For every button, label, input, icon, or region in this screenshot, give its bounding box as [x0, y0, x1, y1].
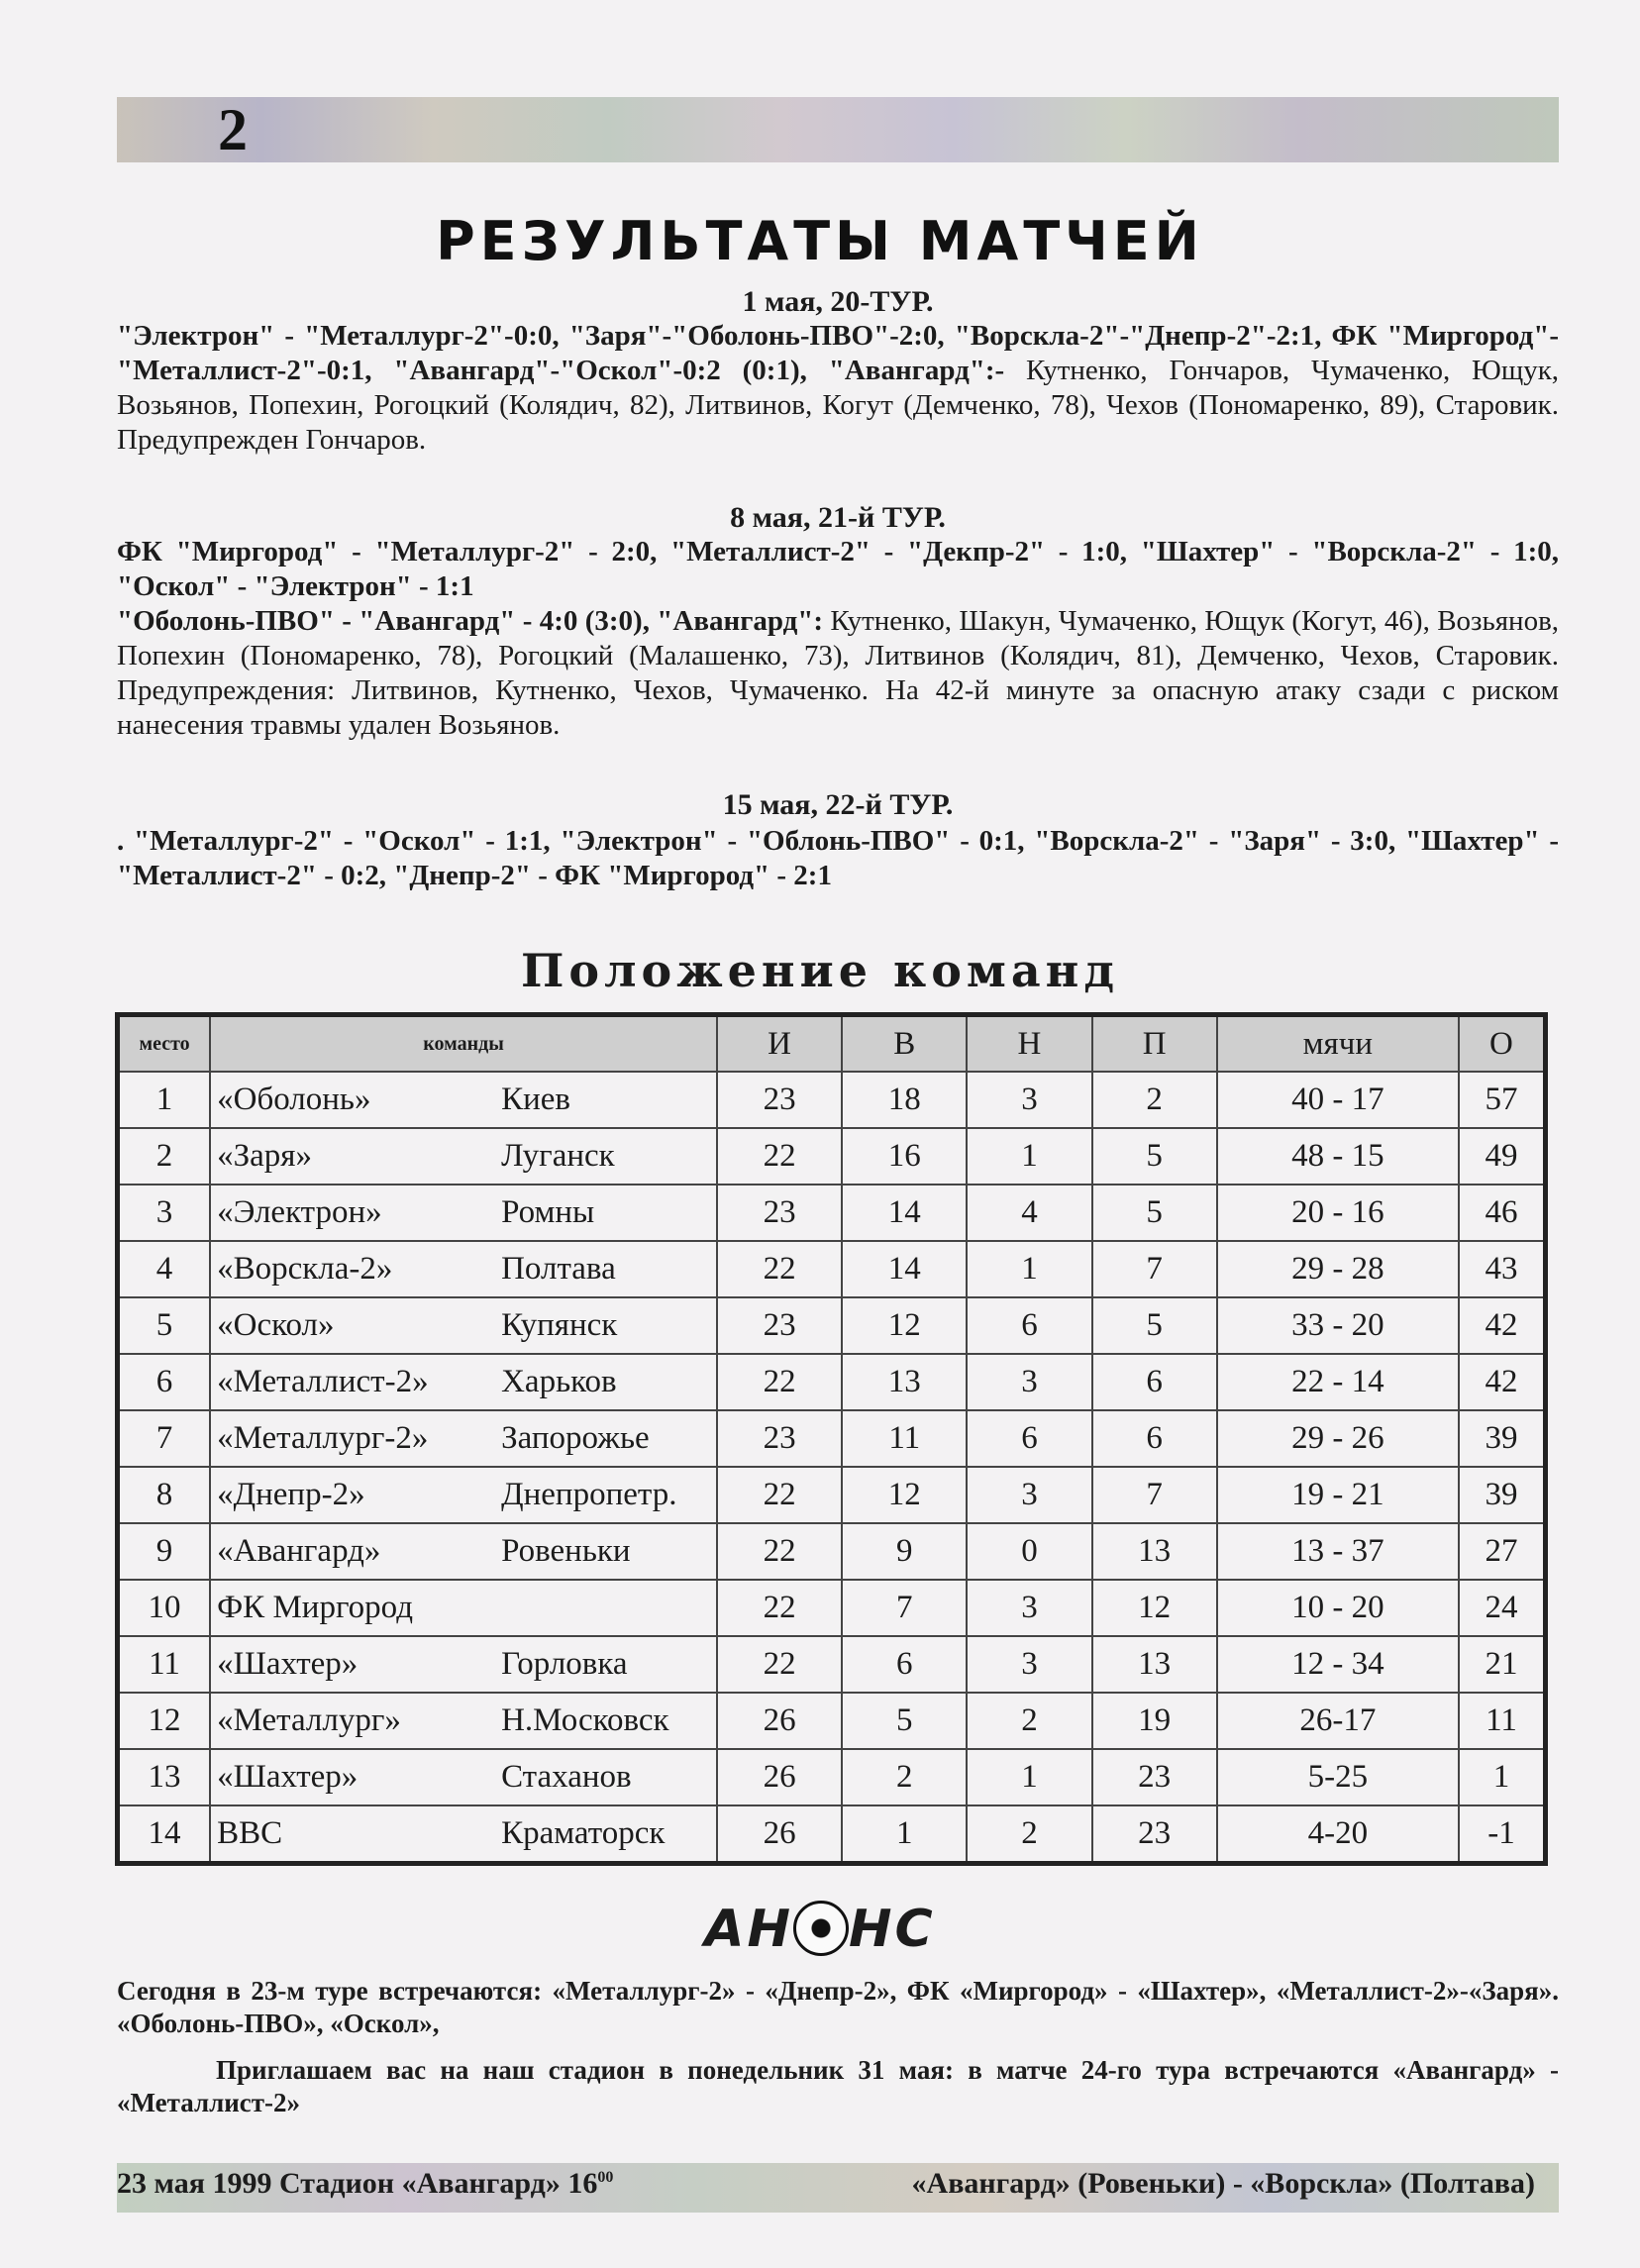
cell-place: 1 [118, 1072, 211, 1128]
standings-row [118, 1072, 1546, 1128]
cell-played: 22 [717, 1241, 842, 1297]
cell-place: 14 [118, 1805, 211, 1864]
cell-won: 16 [842, 1128, 967, 1185]
cell-played: 22 [717, 1467, 842, 1523]
cell-points: 43 [1459, 1241, 1546, 1297]
header-lost: П [1092, 1015, 1217, 1073]
cell-goals: 20 - 16 [1217, 1185, 1459, 1241]
cell-team: «Днепр-2» [210, 1467, 495, 1523]
round-20-heading: 1 мая, 20-ТУР. [742, 285, 934, 318]
round-21-heading: 8 мая, 21-й ТУР. [730, 501, 946, 534]
standings-row [118, 1410, 1546, 1467]
cell-played: 22 [717, 1354, 842, 1410]
cell-drawn: 1 [967, 1128, 1091, 1185]
cell-points: 39 [1459, 1467, 1546, 1523]
cell-lost: 7 [1092, 1467, 1217, 1523]
anons-paragraph-2: Приглашаем вас на наш стадион в понедельник 31 мая: в матче 24-го тура встречаются «Авангард» - «Металлист-2» [117, 2055, 1559, 2117]
header-drawn: Н [967, 1015, 1091, 1073]
page-title: РЕЗУЛЬТАТЫ МАТЧЕЙ [436, 210, 1204, 272]
cell-city: Луганск [495, 1128, 717, 1185]
standings-row [118, 1805, 1546, 1864]
cell-played: 22 [717, 1636, 842, 1693]
cell-team: «Оболонь» [210, 1072, 495, 1128]
cell-city [495, 1580, 717, 1636]
cell-place: 4 [118, 1241, 211, 1297]
cell-city: Ровеньки [495, 1523, 717, 1580]
anons-title [0, 1900, 1640, 1960]
cell-city: Харьков [495, 1354, 717, 1410]
cell-drawn: 3 [967, 1636, 1091, 1693]
standings-row [118, 1467, 1546, 1523]
header-teams: команды [210, 1015, 717, 1073]
cell-won: 18 [842, 1072, 967, 1128]
cell-team: «Заря» [210, 1128, 495, 1185]
cell-lost: 23 [1092, 1805, 1217, 1864]
header-won: В [842, 1015, 967, 1073]
cell-won: 9 [842, 1523, 967, 1580]
cell-lost: 12 [1092, 1580, 1217, 1636]
standings-table [115, 1012, 1548, 1866]
cell-place: 6 [118, 1354, 211, 1410]
standings-row [118, 1693, 1546, 1749]
cell-won: 12 [842, 1297, 967, 1354]
cell-team: «Металлург-2» [210, 1410, 495, 1467]
cell-lost: 23 [1092, 1749, 1217, 1805]
round-21-results-2: "Оболонь-ПВО" - "Авангард" - 4:0 (3:0), "Авангард": [117, 605, 824, 637]
cell-city: Н.Московск [495, 1693, 717, 1749]
cell-goals: 40 - 17 [1217, 1072, 1459, 1128]
cell-played: 22 [717, 1523, 842, 1580]
cell-won: 7 [842, 1580, 967, 1636]
cell-lost: 2 [1092, 1072, 1217, 1128]
cell-points: 24 [1459, 1580, 1546, 1636]
cell-drawn: 1 [967, 1749, 1091, 1805]
cell-won: 5 [842, 1693, 967, 1749]
cell-points: 21 [1459, 1636, 1546, 1693]
cell-lost: 6 [1092, 1410, 1217, 1467]
cell-city: Краматорск [495, 1805, 717, 1864]
cell-lost: 13 [1092, 1523, 1217, 1580]
standings-row [118, 1354, 1546, 1410]
cell-won: 1 [842, 1805, 967, 1864]
cell-team: «Шахтер» [210, 1636, 495, 1693]
cell-team: «Оскол» [210, 1297, 495, 1354]
cell-goals: 13 - 37 [1217, 1523, 1459, 1580]
anons-title-left: АН [704, 1900, 794, 1959]
cell-won: 6 [842, 1636, 967, 1693]
cell-drawn: 3 [967, 1467, 1091, 1523]
header-color-strip [117, 97, 1559, 162]
cell-drawn: 3 [967, 1580, 1091, 1636]
standings-row [118, 1749, 1546, 1805]
round-22-text [117, 824, 1559, 893]
cell-place: 3 [118, 1185, 211, 1241]
cell-drawn: 3 [967, 1072, 1091, 1128]
cell-goals: 10 - 20 [1217, 1580, 1459, 1636]
cell-played: 22 [717, 1128, 842, 1185]
round-22-heading: 15 мая, 22-й ТУР. [722, 788, 954, 821]
cell-goals: 48 - 15 [1217, 1128, 1459, 1185]
cell-team: «Металлург» [210, 1693, 495, 1749]
anons-paragraph-1: Сегодня в 23-м туре встречаются: «Металлург-2» - «Днепр-2», ФК «Миргород» - «Шахтер», «Металлист-2»-«Заря». «Оболонь-ПВО», «Оскол», [117, 1976, 1559, 2038]
footer-date-text: 23 мая 1999 Стадион «Авангард» 16 [117, 2167, 598, 2200]
cell-goals: 26-17 [1217, 1693, 1459, 1749]
cell-played: 23 [717, 1185, 842, 1241]
cell-place: 12 [118, 1693, 211, 1749]
header-place: место [118, 1015, 211, 1073]
soccer-ball-icon [793, 1901, 849, 1956]
round-20-lineup: Кутненко, Гончаров, Чумаченко, Ющук, Возьянов, Попехин, Рогоцкий (Колядич, 82), Литвинов, Когут (Демченко, 78), Чехов (Пономаренко, 89), Старовик. Предупрежден Гончаров. [117, 355, 1560, 456]
cell-team: «Ворскла-2» [210, 1241, 495, 1297]
cell-played: 26 [717, 1805, 842, 1864]
cell-lost: 13 [1092, 1636, 1217, 1693]
cell-played: 23 [717, 1410, 842, 1467]
footer-date-venue [117, 2167, 613, 2201]
cell-points: 42 [1459, 1297, 1546, 1354]
cell-goals: 5-25 [1217, 1749, 1459, 1805]
standings-row [118, 1185, 1546, 1241]
standings-title: Положение команд [520, 944, 1119, 997]
cell-played: 26 [717, 1749, 842, 1805]
cell-won: 2 [842, 1749, 967, 1805]
cell-points: 57 [1459, 1072, 1546, 1128]
round-21-text [117, 535, 1559, 743]
standings-row [118, 1241, 1546, 1297]
standings-row [118, 1128, 1546, 1185]
standings-row [118, 1636, 1546, 1693]
standings-body [118, 1072, 1546, 1864]
cell-city: Днепропетр. [495, 1467, 717, 1523]
cell-points: 27 [1459, 1523, 1546, 1580]
cell-won: 11 [842, 1410, 967, 1467]
cell-goals: 29 - 28 [1217, 1241, 1459, 1297]
cell-lost: 6 [1092, 1354, 1217, 1410]
cell-city: Киев [495, 1072, 717, 1128]
cell-team: «Шахтер» [210, 1749, 495, 1805]
cell-points: -1 [1459, 1805, 1546, 1864]
standings-header-row [118, 1015, 1546, 1073]
cell-points: 1 [1459, 1749, 1546, 1805]
cell-points: 46 [1459, 1185, 1546, 1241]
cell-lost: 5 [1092, 1185, 1217, 1241]
cell-drawn: 6 [967, 1410, 1091, 1467]
cell-goals: 4-20 [1217, 1805, 1459, 1864]
cell-place: 7 [118, 1410, 211, 1467]
cell-points: 39 [1459, 1410, 1546, 1467]
cell-played: 23 [717, 1072, 842, 1128]
page-number: 2 [218, 97, 248, 162]
cell-drawn: 0 [967, 1523, 1091, 1580]
cell-team: «Металлист-2» [210, 1354, 495, 1410]
cell-goals: 19 - 21 [1217, 1467, 1459, 1523]
cell-place: 2 [118, 1128, 211, 1185]
standings-row [118, 1580, 1546, 1636]
cell-drawn: 4 [967, 1185, 1091, 1241]
cell-lost: 7 [1092, 1241, 1217, 1297]
cell-city: Ромны [495, 1185, 717, 1241]
cell-team: «Авангард» [210, 1523, 495, 1580]
header-played: И [717, 1015, 842, 1073]
standings-row [118, 1297, 1546, 1354]
cell-points: 49 [1459, 1128, 1546, 1185]
round-21-results: ФК "Миргород" - "Металлург-2" - 2:0, "Металлист-2" - "Декпр-2" - 1:0, "Шахтер" - "Ворскла-2" - 1:0, "Оскол" - "Электрон" - 1:1 [117, 536, 1559, 602]
cell-goals: 22 - 14 [1217, 1354, 1459, 1410]
cell-lost: 5 [1092, 1297, 1217, 1354]
cell-drawn: 1 [967, 1241, 1091, 1297]
anons-title-right: НС [849, 1900, 936, 1959]
header-goals: мячи [1217, 1015, 1459, 1073]
cell-lost: 19 [1092, 1693, 1217, 1749]
cell-goals: 33 - 20 [1217, 1297, 1459, 1354]
cell-played: 22 [717, 1580, 842, 1636]
cell-won: 14 [842, 1241, 967, 1297]
footer-time-sup: 00 [597, 2169, 614, 2186]
header-points: О [1459, 1015, 1546, 1073]
cell-goals: 12 - 34 [1217, 1636, 1459, 1693]
cell-points: 42 [1459, 1354, 1546, 1410]
cell-city: Горловка [495, 1636, 717, 1693]
cell-lost: 5 [1092, 1128, 1217, 1185]
cell-city: Купянск [495, 1297, 717, 1354]
cell-drawn: 6 [967, 1297, 1091, 1354]
cell-won: 12 [842, 1467, 967, 1523]
round-22-results: . "Металлург-2" - "Оскол" - 1:1, "Электрон" - "Облонь-ПВО" - 0:1, "Ворскла-2" - "Заря" - 3:0, "Шахтер" - "Металлист-2" - 0:2, "Днепр-2" - ФК "Миргород" - 2:1 [117, 825, 1559, 891]
round-20-lineup-team: "Авангард":- [828, 355, 1005, 386]
cell-place: 8 [118, 1467, 211, 1523]
cell-place: 9 [118, 1523, 211, 1580]
cell-place: 10 [118, 1580, 211, 1636]
round-20-text [117, 319, 1559, 458]
cell-place: 11 [118, 1636, 211, 1693]
cell-place: 13 [118, 1749, 211, 1805]
cell-won: 13 [842, 1354, 967, 1410]
cell-place: 5 [118, 1297, 211, 1354]
round-20-results: "Электрон" - "Металлург-2"-0:0, "Заря"-"Оболонь-ПВО"-2:0, "Ворскла-2"-"Днепр-2"-2:1, ФК "Миргород"-"Металлист-2"-0:1, "Авангард"-"Оскол"-0:2 (0:1), [117, 320, 1559, 386]
standings-row [118, 1523, 1546, 1580]
footer-match: «Авангард» (Ровеньки) - «Ворскла» (Полтава) [911, 2167, 1535, 2200]
cell-played: 26 [717, 1693, 842, 1749]
cell-points: 11 [1459, 1693, 1546, 1749]
cell-goals: 29 - 26 [1217, 1410, 1459, 1467]
cell-city: Запорожье [495, 1410, 717, 1467]
cell-won: 14 [842, 1185, 967, 1241]
cell-team: «Электрон» [210, 1185, 495, 1241]
cell-drawn: 3 [967, 1354, 1091, 1410]
cell-played: 23 [717, 1297, 842, 1354]
round-21-lineup: Кутненко, Шакун, Чумаченко, Ющук (Когут, 46), Возьянов, Попехин (Пономаренко, 78), Рогоцкий (Малашенко, 73), Литвинов (Колядич, 81), Демченко, Чехов, Старовик. Предупреждения: Литвинов, Кутненко, Чехов, Чумаченко. На 42-й минуте за опасную атаку сзади с риском нанесения травмы удален Возьянов. [117, 605, 1560, 741]
cell-city: Полтава [495, 1241, 717, 1297]
cell-team: ВВС [210, 1805, 495, 1864]
cell-drawn: 2 [967, 1805, 1091, 1864]
cell-team: ФК Миргород [210, 1580, 495, 1636]
cell-drawn: 2 [967, 1693, 1091, 1749]
cell-city: Стаханов [495, 1749, 717, 1805]
